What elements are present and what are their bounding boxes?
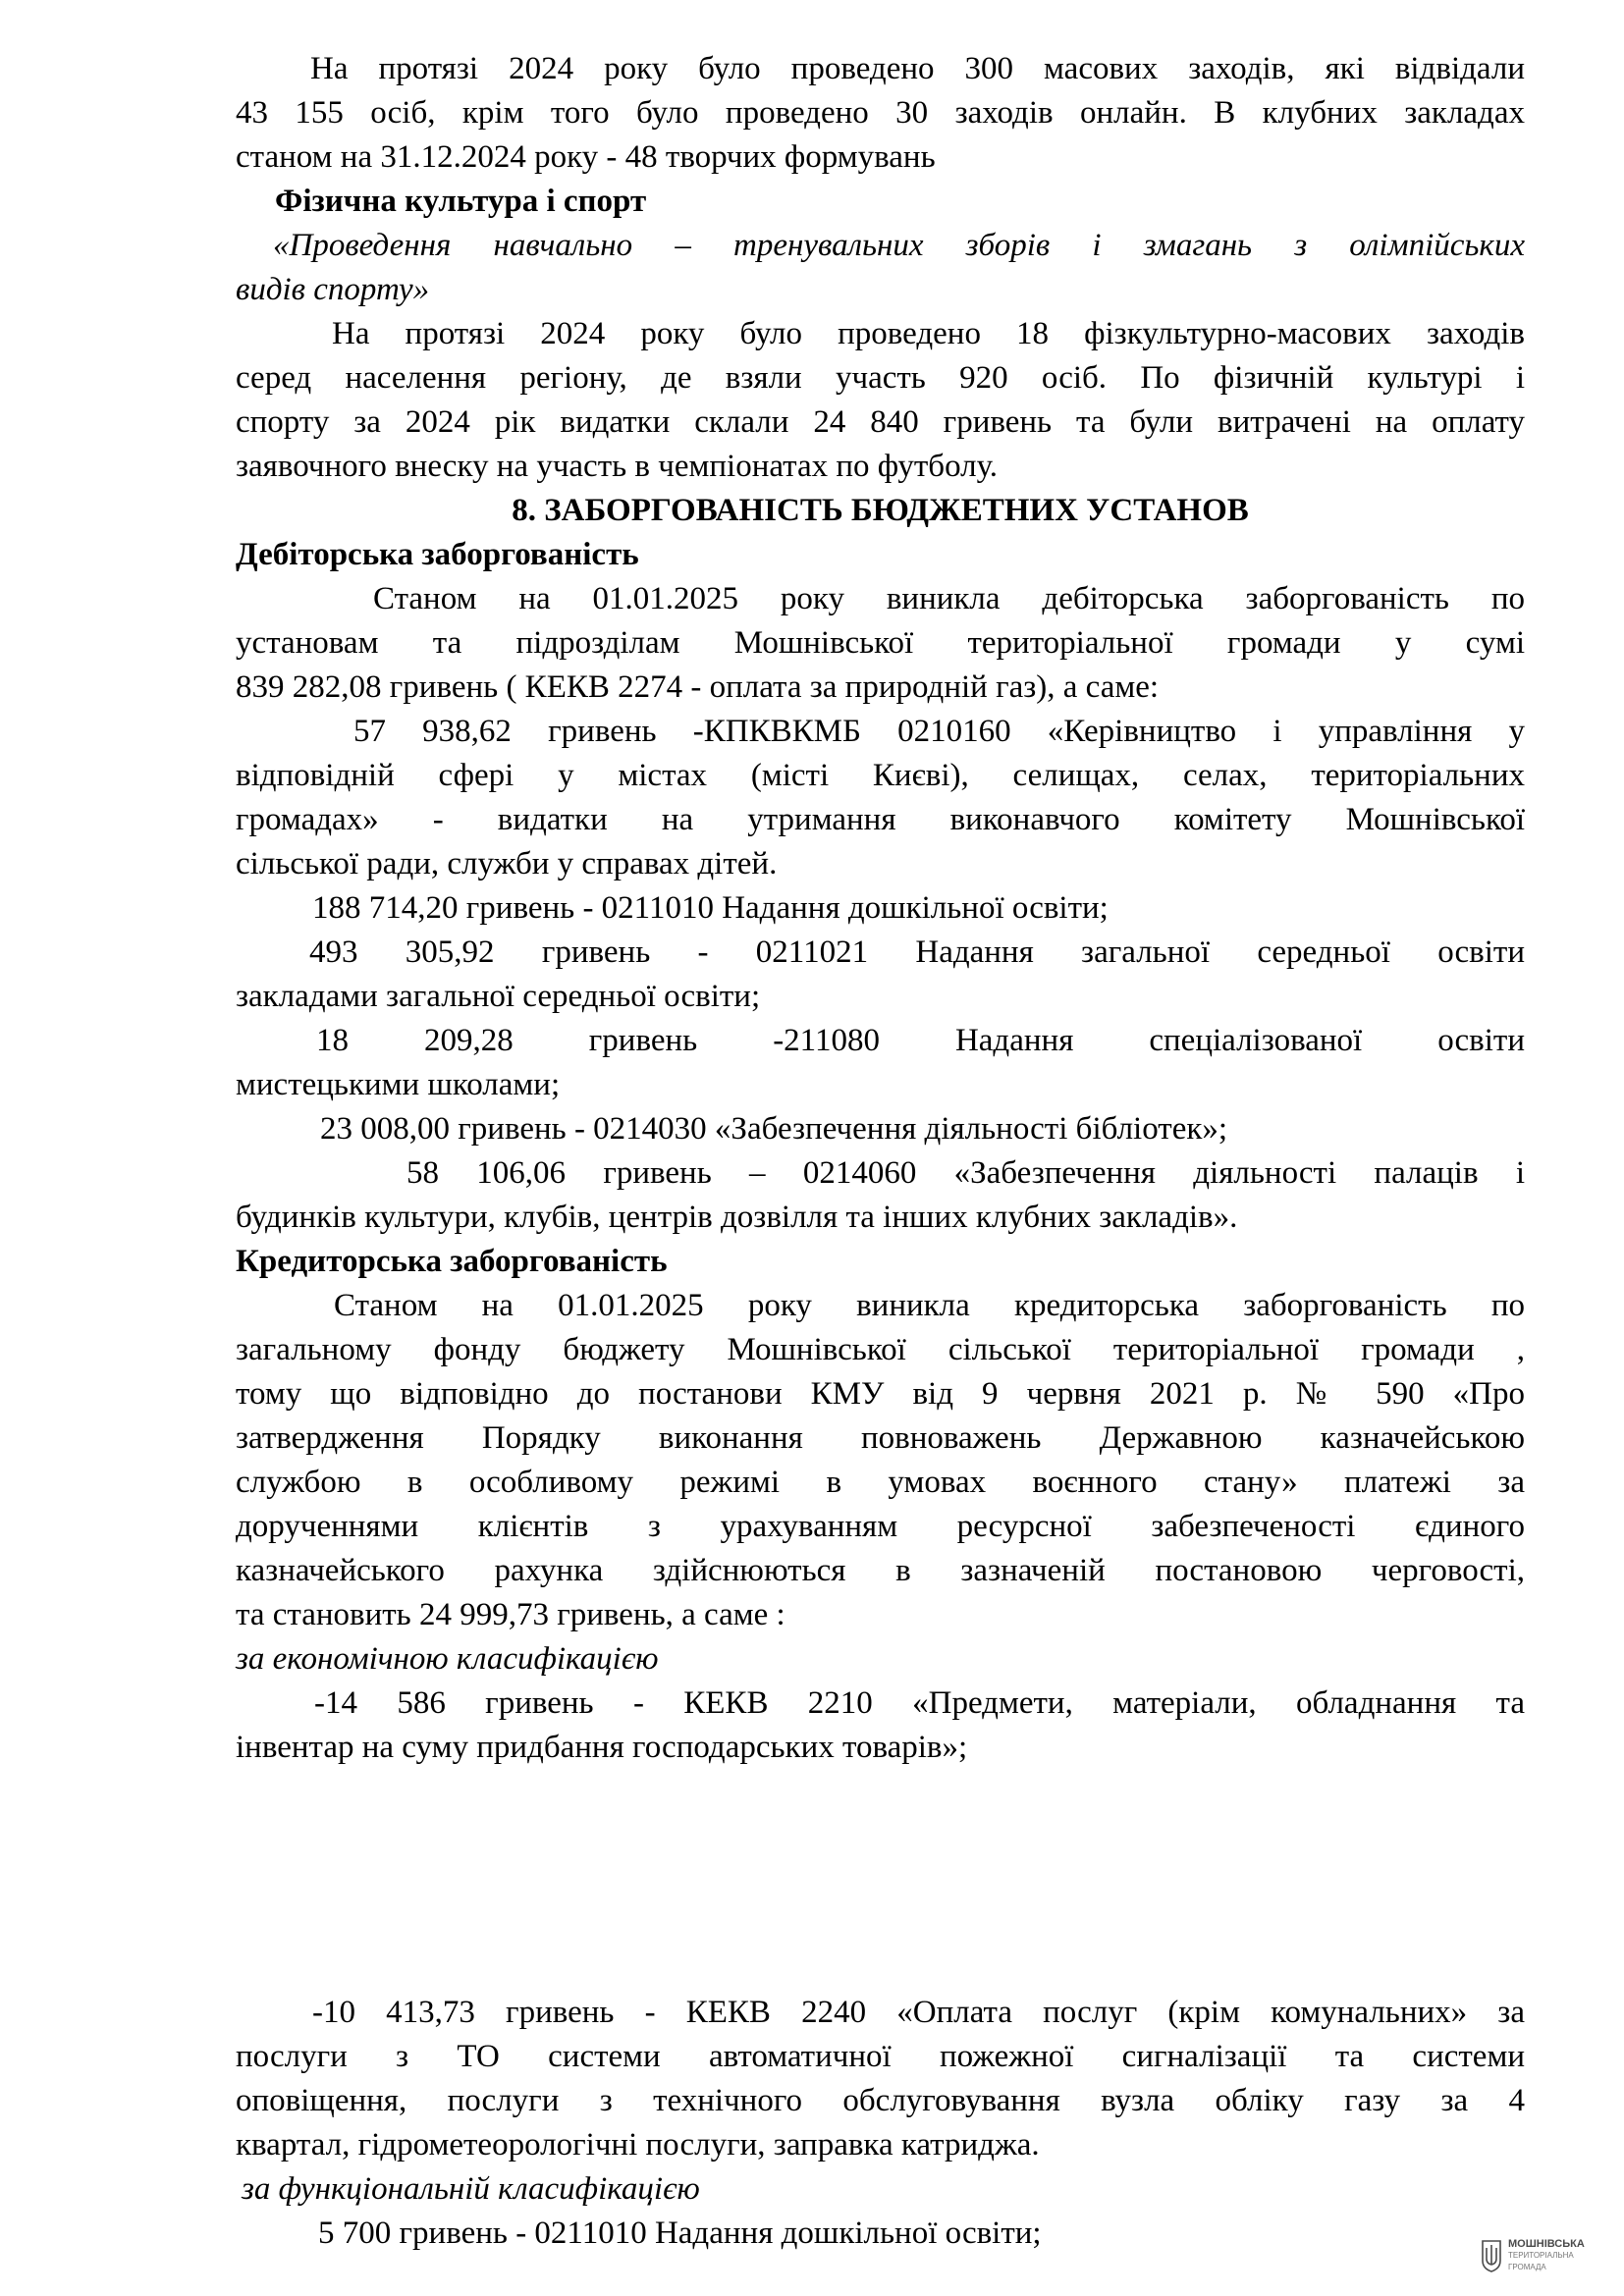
events-paragraph-line3: станом на 31.12.2024 року - 48 творчих формувань — [236, 139, 936, 175]
debit-item4-line2: мистецькими школами; — [236, 1067, 561, 1102]
debit-item1-line2: відповідній сфері у містах (місті Києві), селищах, селах, територіальних — [236, 758, 1525, 793]
debit-item2: 188 714,20 гривень - 0211010 Надання дошкільної освіти; — [312, 890, 1109, 926]
sport-paragraph-line1: На протязі 2024 року було проведено 18 фізкультурно-масових заходів — [332, 316, 1525, 351]
credit-paragraph-line7: казначейського рахунка здійснюються в зазначеній постановою черговості, — [236, 1553, 1525, 1588]
credit-paragraph-line1: Станом на 01.01.2025 року виникла кредиторська заборгованість по — [334, 1288, 1525, 1323]
logo-text — [1508, 2238, 1585, 2273]
credit-paragraph-line8: та становить 24 999,73 гривень, а саме : — [236, 1597, 785, 1632]
credit-econ-item1-line2: інвентар на суму придбання господарських товарів»; — [236, 1730, 968, 1765]
debit-item5: 23 008,00 гривень - 0214030 «Забезпечення діяльності бібліотек»; — [320, 1111, 1228, 1147]
credit-econ-item2-line4: квартал, гідрометеорологічні послуги, заправка катриджа. — [236, 2127, 1040, 2163]
debit-intro-line3: 839 282,08 гривень ( КЕКВ 2274 - оплата за природній газ), а саме: — [236, 669, 1160, 705]
debit-item1-line1: 57 938,62 гривень -КПКВКМБ 0210160 «Керівництво і управління у — [353, 714, 1525, 749]
sport-paragraph-line4: заявочного внеску на участь в чемпіонатах по футболу. — [236, 449, 999, 484]
trident-emblem-icon — [1481, 2239, 1502, 2272]
debit-item1-line4: сільської ради, служби у справах дітей. — [236, 846, 778, 881]
events-paragraph-line1: На протязі 2024 року було проведено 300 масових заходів, які відвідали — [310, 51, 1525, 86]
credit-func-item1: 5 700 гривень - 0211010 Надання дошкільної освіти; — [318, 2216, 1042, 2251]
events-paragraph-line2: 43 155 осіб, крім того було проведено 30 заходів онлайн. В клубних закладах — [236, 95, 1525, 131]
debit-item4-line1: 18 209,28 гривень -211080 Надання спеціалізованої освіти — [316, 1023, 1525, 1058]
credit-econ-item2-line2: послуги з ТО системи автоматичної пожежної сигналізації та системи — [236, 2039, 1525, 2074]
functional-classification-heading: за функціональній класифікацією — [242, 2171, 700, 2207]
credit-heading: Кредиторська заборгованість — [236, 1244, 668, 1279]
debit-item3-line2: закладами загальної середньої освіти; — [236, 979, 761, 1014]
document-page — [236, 47, 1525, 2256]
economic-classification-heading: за економічною класифікацією — [236, 1641, 659, 1677]
debit-item1-line3: громадах» - видатки на утримання виконавчого комітету Мошнівської — [236, 802, 1525, 837]
sport-paragraph-line2: серед населення регіону, де взяли участь 920 осіб. По фізичній культурі і — [236, 360, 1525, 396]
debit-item6-line1: 58 106,06 гривень – 0214060 «Забезпечення діяльності палаців і — [406, 1155, 1525, 1191]
credit-paragraph-line3: тому що відповідно до постанови КМУ від 9 червня 2021 р. № 590 «Про — [236, 1376, 1525, 1412]
logo-line2: ТЕРИТОРІАЛЬНА — [1508, 2251, 1574, 2260]
community-logo — [1481, 2228, 1618, 2283]
credit-paragraph-line2: загальному фонду бюджету Мошнівської сільської територіальної громади , — [236, 1332, 1525, 1367]
debit-intro-line1: Станом на 01.01.2025 року виникла дебіторська заборгованість по — [373, 581, 1525, 616]
credit-econ-item1-line1: -14 586 гривень - КЕКВ 2210 «Предмети, матеріали, обладнання та — [314, 1685, 1525, 1721]
credit-paragraph-line4: затвердження Порядку виконання повноважень Державною казначейською — [236, 1420, 1525, 1456]
debit-item6-line2: будинків культури, клубів, центрів дозвілля та інших клубних закладів». — [236, 1200, 1238, 1235]
logo-line1: МОШНІВСЬКА — [1508, 2238, 1585, 2250]
sport-quote-line1: «Проведення навчально – тренувальних зборів і змагань з олімпійських — [273, 228, 1525, 263]
credit-paragraph-line5: службою в особливому режимі в умовах воєнного стану» платежі за — [236, 1465, 1525, 1500]
debit-heading: Дебіторська заборгованість — [236, 537, 639, 572]
credit-econ-item2-line3: оповіщення, послуги з технічного обслуговування вузла обліку газу за 4 — [236, 2083, 1525, 2118]
credit-paragraph-line6: дорученнями клієнтів з урахуванням ресурсної забезпеченості єдиного — [236, 1509, 1525, 1544]
sport-heading: Фізична культура і спорт — [275, 184, 647, 219]
blank-space — [236, 1770, 1525, 1991]
debit-item3-line1: 493 305,92 гривень - 0211021 Надання загальної середньої освіти — [309, 934, 1525, 970]
section-8-title: 8. ЗАБОРГОВАНІСТЬ БЮДЖЕТНИХ УСТАНОВ — [512, 493, 1249, 528]
logo-line3: ГРОМАДА — [1508, 2263, 1546, 2271]
debit-intro-line2: установам та підрозділам Мошнівської територіальної громади у сумі — [236, 625, 1525, 661]
credit-econ-item2-line1: -10 413,73 гривень - КЕКВ 2240 «Оплата послуг (крім комунальних» за — [312, 1995, 1525, 2030]
sport-paragraph-line3: спорту за 2024 рік видатки склали 24 840 гривень та були витрачені на оплату — [236, 404, 1525, 440]
sport-quote-line2: видів спорту» — [236, 272, 430, 307]
